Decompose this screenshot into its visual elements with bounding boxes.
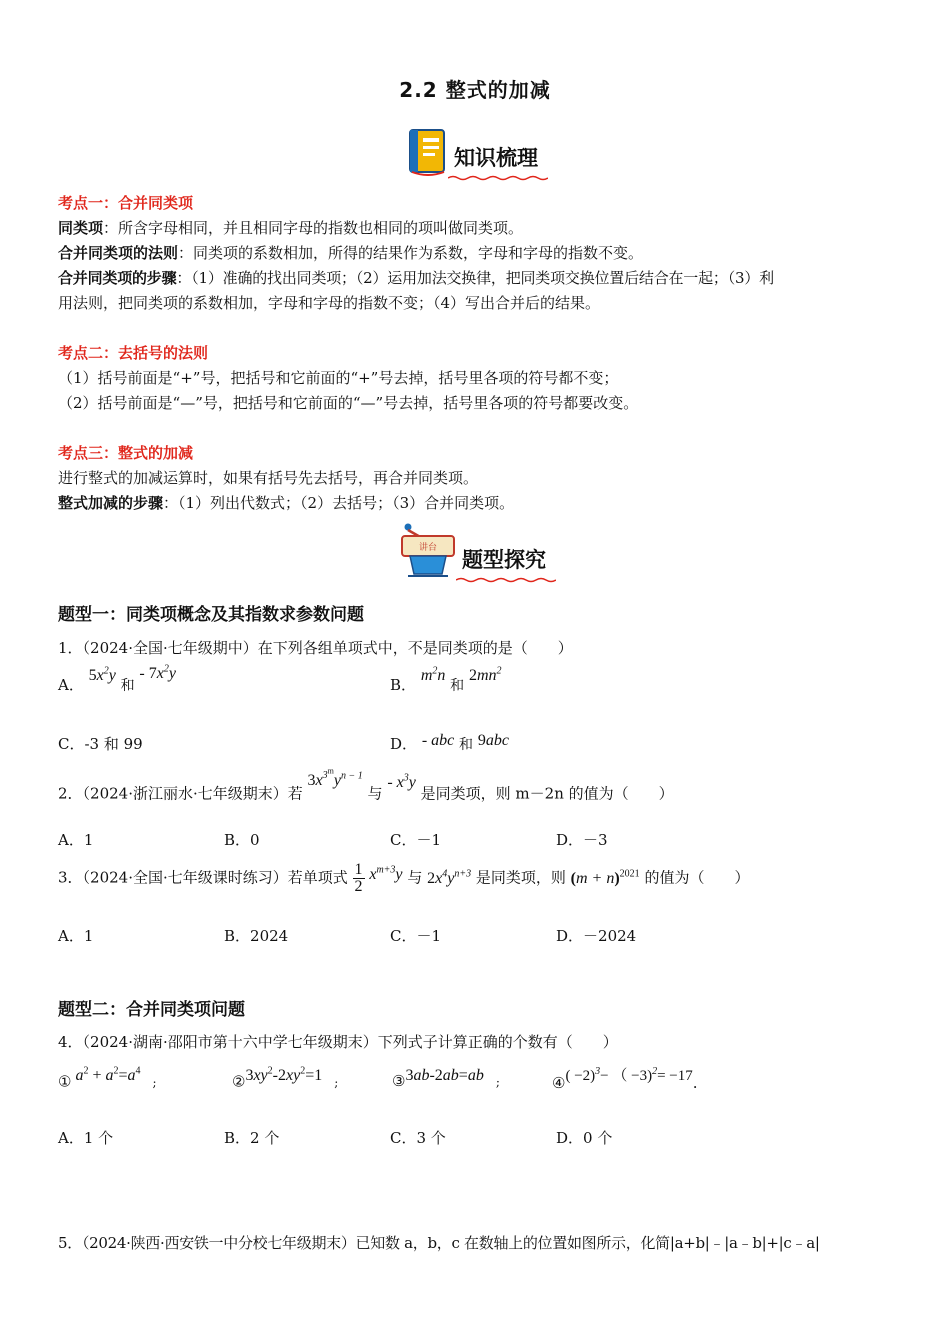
kp1-line-1: 同类项：所含字母相同，并且相同字母的指数也相同的项叫做同类项。: [58, 219, 524, 237]
kp1-line-4: 用法则，把同类项的系数相加，字母和字母的指数不变；（4）写出合并后的结果。: [58, 294, 601, 312]
kp1-heading: 考点一：合并同类项: [58, 194, 194, 212]
kp1-line-2: 合并同类项的法则：同类项的系数相加，所得的结果作为系数，字母和字母的指数不变。: [58, 244, 644, 262]
q3-expr1: $x^{m+3}y$: [369, 864, 403, 883]
type2-heading: 题型二：合并同类项问题: [58, 1000, 245, 1020]
q4-item-1: ① $a^2 + a^2=a^4$ ;: [58, 1066, 157, 1091]
kp2-line-2: （2）括号前面是“—”号，把括号和它前面的“—”号去掉，括号里各项的符号都要改变。: [58, 394, 639, 412]
q4-item-3: ③3ab-2ab=ab ;: [392, 1067, 500, 1090]
kp3-line-1: 进行整式的加减运算时，如果有括号先去括号，再合并同类项。: [58, 469, 479, 487]
q2-expr2: - $x^3y$: [387, 772, 416, 791]
q4-option-a[interactable]: A．1 个: [58, 1129, 114, 1147]
kp3-line-2: 整式加减的步骤：（1）列出代数式；（2）去括号；（3）合并同类项。: [58, 494, 515, 512]
q1-option-a[interactable]: A． $5x^2y$ 和 - $7x^2y$: [58, 663, 176, 694]
notebook-icon: [408, 128, 448, 176]
q3-option-c[interactable]: C．－1: [390, 927, 442, 945]
q2-option-a[interactable]: A．1: [58, 831, 94, 849]
q1-d-expr1: - abc: [421, 732, 455, 749]
page-title: 2.2 整式的加减: [399, 78, 551, 102]
knowledge-banner: [408, 128, 538, 176]
q3-option-b[interactable]: B．2024: [224, 927, 289, 945]
wavy-underline: [456, 577, 556, 583]
q3-expr3: $(m + n)^{2021}$: [570, 868, 640, 887]
q4-stem: 4．（2024·湖南·邵阳市第十六中学七年级期末）下列式子计算正确的个数有（ ）: [58, 1033, 618, 1051]
q1-d-expr2: 9abc: [477, 732, 509, 749]
podium-label: 讲台: [418, 543, 438, 553]
q2-expr1: $3x^{3^m}y^{n - 1}$: [307, 767, 363, 789]
kp2-line-1: （1）括号前面是“+”号，把括号和它前面的“+”号去掉，括号里各项的符号都不变；: [58, 369, 619, 387]
q3-stem: 3．（2024·全国·七年级课时练习）若单项式 $\frac{1}{2}$ $x^{m+3}y$ 与 $2x^4y^{n+3}$ 是同类项，则 $(m + n)^{2021}$ 的值为（ ）: [58, 861, 750, 895]
kp3-heading: 考点三：整式的加减: [58, 444, 194, 462]
q5-stem: 5．（2024·陕西·西安铁一中分校七年级期末）已知数 a，b，c 在数轴上的位置如图所示，化简|a+b|﹣|a﹣b|+|c﹣a|: [58, 1234, 820, 1252]
q1-option-d[interactable]: D． - abc 和 9abc: [390, 732, 509, 753]
q1-a-expr1: $5x^2y$: [88, 665, 116, 684]
q1-option-c[interactable]: C．-3 和 99: [58, 735, 143, 753]
q3-option-d[interactable]: D．－2024: [556, 927, 637, 945]
q2-option-d[interactable]: D．－3: [556, 831, 608, 849]
knowledge-banner-label: 知识梳理: [454, 145, 538, 170]
wavy-underline: [448, 175, 548, 181]
q4-item-2: $②3xy^2-2xy^2=1$ ;: [232, 1066, 339, 1091]
q1-b-expr1: $m^2n$: [420, 665, 446, 684]
q2-option-b[interactable]: B．0: [224, 831, 260, 849]
q4-option-d[interactable]: D．0 个: [556, 1129, 613, 1147]
q4-option-b[interactable]: B．2 个: [224, 1129, 280, 1147]
q1-a-expr2: - $7x^2y$: [139, 663, 176, 682]
q1-stem: 1．（2024·全国·七年级期中）在下列各组单项式中，不是同类项的是（ ）: [58, 639, 573, 657]
practice-banner: [400, 522, 546, 578]
podium-icon: [400, 522, 456, 578]
kp2-heading: 考点二：去括号的法则: [58, 344, 209, 362]
q4-item-4: ④( −2)$^3$− （ −3)$^2$= −17.: [552, 1066, 698, 1092]
q1-option-b[interactable]: B． $m^2n$ 和 $2mn^2$: [390, 665, 502, 694]
q3-fraction: $\frac{1}{2}$: [354, 861, 363, 895]
q1-b-expr2: $2mn^2$: [468, 665, 502, 684]
q2-option-c[interactable]: C．－1: [390, 831, 442, 849]
q3-option-a[interactable]: A．1: [58, 927, 94, 945]
type1-heading: 题型一：同类项概念及其指数求参数问题: [58, 605, 364, 625]
practice-banner-label: 题型探究: [462, 547, 546, 572]
q4-option-c[interactable]: C．3 个: [390, 1129, 446, 1147]
q2-stem: 2．（2024·浙江丽水·七年级期末）若 $3x^{3^m}y^{n - 1}$ 与 - $x^3y$ 是同类项，则 m－2n 的值为（ ）: [58, 767, 674, 803]
kp1-line-3: 合并同类项的步骤：（1）准确的找出同类项；（2）运用加法交换律，把同类项交换位置后结合在一起；（3）利: [58, 269, 774, 287]
q3-expr2: $2x^4y^{n+3}$: [427, 868, 472, 887]
